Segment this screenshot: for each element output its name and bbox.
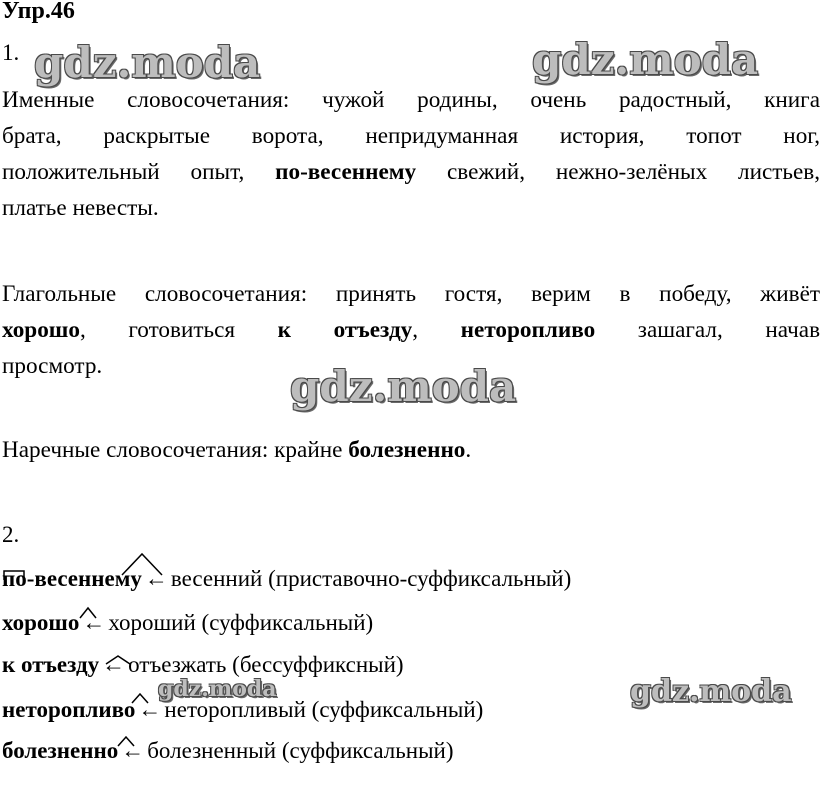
nominal-line-2: брата, раскрытые ворота, непридуманная история, топот ног, <box>2 123 820 149</box>
watermark: gdz.moda <box>158 676 277 702</box>
nominal-label: Именные словосочетания: <box>2 87 290 113</box>
verbal-bold-2: к отъезду <box>277 317 413 343</box>
derivation-word: к отъезду <box>2 652 100 677</box>
part2-number: 2. <box>2 522 20 547</box>
watermark: gdz.moda <box>34 38 261 87</box>
verbal-line1-rest: принять гостя, верим в победу, живёт <box>335 281 820 307</box>
derivation-source: болезненный (суффиксальный) <box>147 738 454 763</box>
verbal-mid-1: готовиться <box>128 317 236 343</box>
suffix-mark <box>122 554 162 575</box>
verbal-sep-1: , <box>79 317 86 343</box>
nominal-line3-end: свежий, нежно-зелёных листьев, <box>446 159 821 185</box>
exercise-title: Упр.46 <box>2 0 75 24</box>
suffix-mark <box>106 656 130 664</box>
derivation-word: по-весеннему <box>2 566 142 591</box>
derivation-source: отъезжать (бессуффиксный) <box>128 652 404 677</box>
verbal-sep-2: , <box>412 317 419 343</box>
suffix-mark <box>132 694 148 703</box>
suffix-mark <box>80 608 96 618</box>
nominal-bold-word: по-весеннему <box>275 159 417 185</box>
derivation-source: неторопливый (суффиксальный) <box>164 697 484 722</box>
derivation-source: хороший (суффиксальный) <box>108 610 374 635</box>
left-arrow-icon: ← <box>144 566 168 591</box>
verbal-end-1: зашагал, начав <box>637 317 821 343</box>
nominal-line1-rest: чужой родины, очень радостный, книга <box>322 87 820 113</box>
verbal-bold-1: хорошо <box>2 317 80 343</box>
left-arrow-icon: ← <box>121 738 145 763</box>
left-arrow-icon: ← <box>138 697 162 722</box>
watermark: gdz.moda <box>290 362 517 411</box>
derivation-word: хорошо <box>2 610 80 635</box>
derivation-word: болезненно <box>2 738 119 763</box>
nominal-line-4: платье невесты. <box>2 195 159 221</box>
verbal-bold-3: неторопливо <box>460 317 596 343</box>
adverbial-start: крайне <box>274 437 343 463</box>
prefix-mark <box>4 571 24 580</box>
part1-number: 1. <box>2 40 20 65</box>
adverbial-bold: болезненно <box>348 437 466 463</box>
watermark: gdz.moda <box>532 35 759 84</box>
suffix-mark <box>118 737 134 746</box>
adverbial-end: . <box>465 437 472 463</box>
watermark: gdz.moda <box>630 674 792 709</box>
verbal-label: Глагольные словосочетания: <box>2 281 308 307</box>
verbal-line-3: просмотр. <box>2 353 103 379</box>
derivation-source: весенний (приставочно-суффиксальный) <box>170 566 572 591</box>
left-arrow-icon: ← <box>82 610 106 635</box>
nominal-line3-start: положительный опыт, <box>2 159 245 185</box>
left-arrow-icon: ← <box>102 652 126 677</box>
adverbial-label: Наречные словосочетания: <box>2 437 269 463</box>
derivation-word: неторопливо <box>2 697 136 722</box>
